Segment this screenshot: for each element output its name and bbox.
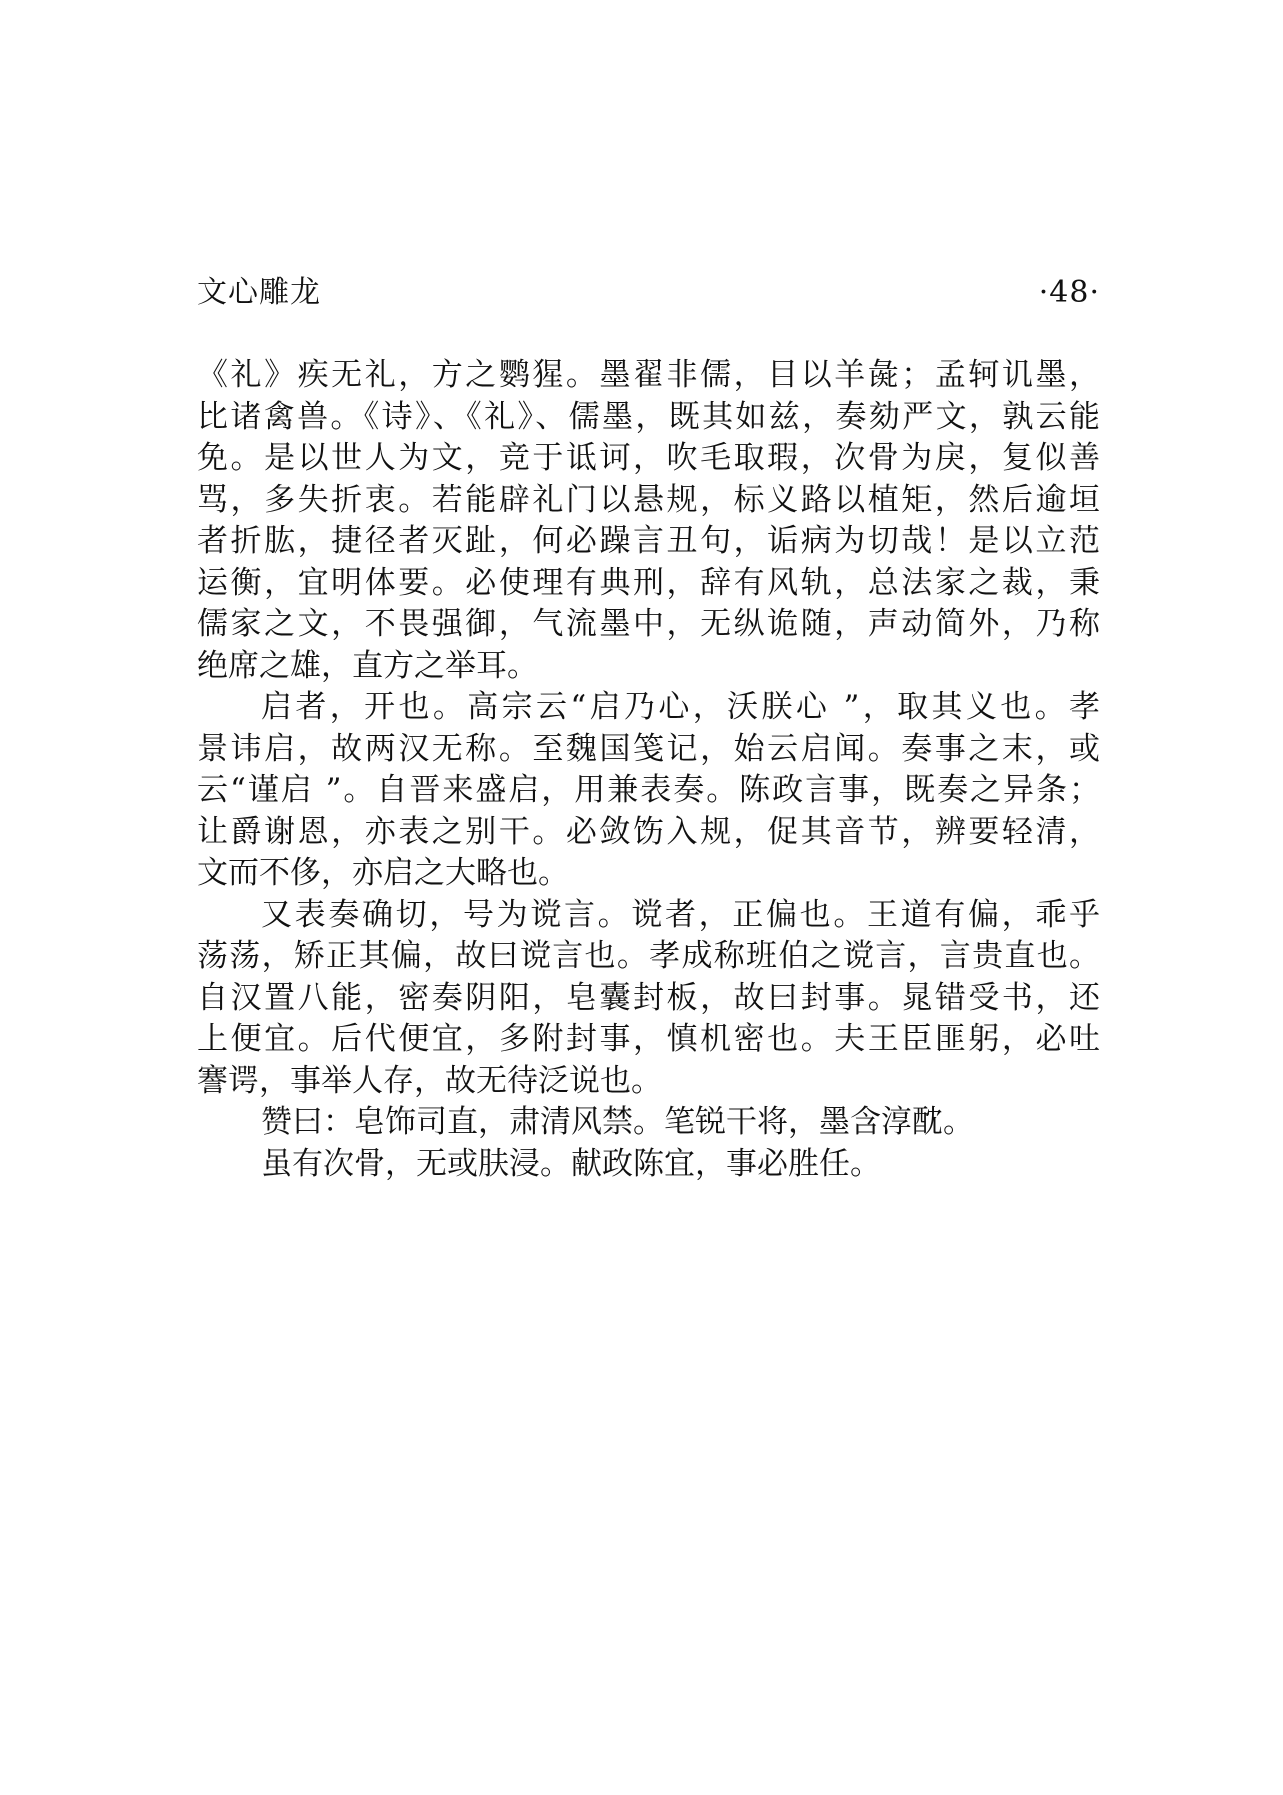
text-line: 比诸禽兽。《诗》、《礼》、儒墨，既其如兹，奏劾严文，孰云能: [197, 398, 1100, 435]
text-line: 虽有次骨，无或肤浸。献政陈宜，事必胜任。: [261, 1145, 881, 1182]
text-line: 景讳启，故两汉无称。至魏国笺记，始云启闻。奏事之末，或: [197, 730, 1100, 767]
text-line: 让爵谢恩，亦表之别干。必敛饬入规，促其音节，辨要轻清，: [197, 813, 1100, 850]
page-number: ·48·: [1038, 275, 1100, 310]
text-line: 儒家之文，不畏强御，气流墨中，无纵诡随，声动简外，乃称: [197, 606, 1100, 642]
text-line: 绝席之雄，直方之举耳。: [197, 647, 538, 684]
text-line: 运衡，宜明体要。必使理有典刑，辞有风轨，总法家之裁，秉: [197, 564, 1100, 601]
text-line: 者折肱，捷径者灭趾，何必躁言丑句，诟病为切哉！是以立范: [197, 523, 1100, 559]
text-line: 上便宜。后代便宜，多附封事，慎机密也。夫王臣匪躬，必吐: [197, 1021, 1100, 1057]
text-line: 又表奏确切，号为谠言。谠者，正偏也。王道有偏，乖乎: [261, 896, 1100, 933]
text-line: 启者，开也。高宗云“启乃心，沃朕心 ”，取其义也。孝: [261, 689, 1100, 725]
body-text: [197, 355, 1100, 1185]
text-line: 荡荡，矫正其偏，故曰谠言也。孝成称班伯之谠言，言贵直也。: [197, 938, 1100, 974]
text-line: 文而不侈，亦启之大略也。: [197, 855, 569, 891]
text-line: 云“谨启 ”。自晋来盛启，用兼表奏。陈政言事，既奏之异条；: [197, 772, 1100, 808]
book-title: 文心雕龙: [197, 275, 321, 310]
text-line: 謇谔，事举人存，故无待泛说也。: [197, 1062, 662, 1099]
text-line: 赞曰：皂饰司直，肃清风禁。笔锐干将，墨含淳酖。: [261, 1104, 974, 1140]
page-header: [197, 270, 1100, 316]
text-line: 骂，多失折衷。若能辟礼门以悬规，标义路以植矩，然后逾垣: [197, 481, 1100, 518]
text-line: 《礼》疾无礼，方之鹦猩。墨翟非儒，目以羊彘；孟轲讥墨，: [197, 357, 1100, 393]
text-line: 自汉置八能，密奏阴阳，皂囊封板，故曰封事。晁错受书，还: [197, 979, 1100, 1016]
text-line: 免。是以世人为文，竞于诋诃，吹毛取瑕，次骨为戾，复似善: [197, 440, 1100, 476]
